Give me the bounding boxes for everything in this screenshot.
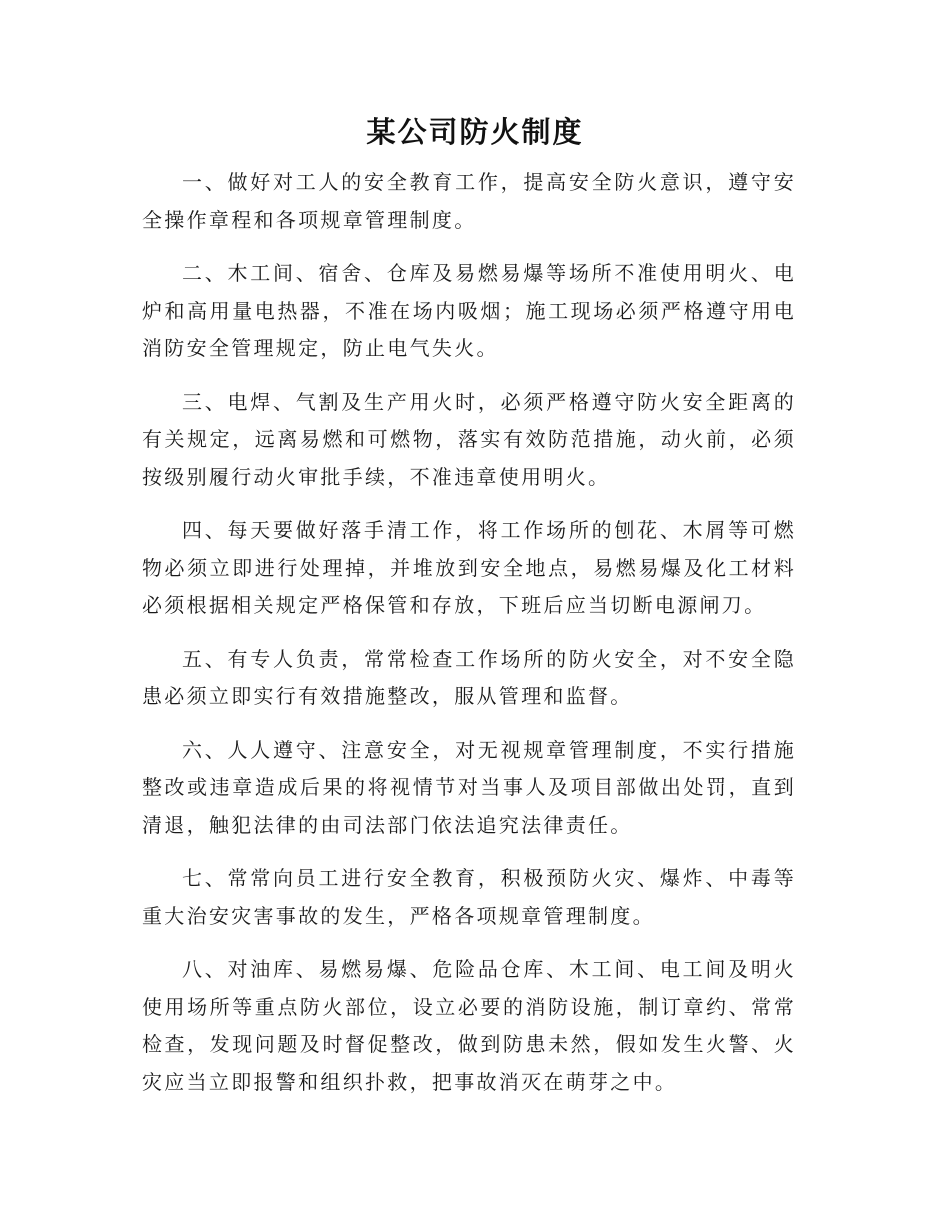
paragraph-2: 二、木工间、宿舍、仓库及易燃易爆等场所不准使用明火、电炉和高用量电热器，不准在场内吸烟；施工现场必须严格遵守用电消防安全管理规定，防止电气失火。 bbox=[142, 261, 796, 360]
paragraph-3: 三、电焊、气割及生产用火时，必须严格遵守防火安全距离的有关规定，远离易燃和可燃物，落实有效防范措施，动火前，必须按级别履行动火审批手续，不准违章使用明火。 bbox=[142, 389, 796, 489]
paragraph-8: 八、对油库、易燃易爆、危险品仓库、木工间、电工间及明火使用场所等重点防火部位，设立必要的消防设施，制订章约、常常检查，发现问题及时督促整改，做到防患未然，假如发生火警、火灾应当立即报警和组织扑救，把事故消灭在萌芽之中。 bbox=[142, 957, 796, 1094]
paragraph-6: 六、人人遵守、注意安全，对无视规章管理制度，不实行措施整改或违章造成后果的将视情节对当事人及项目部做出处罚，直到清退，触犯法律的由司法部门依法追究法律责任。 bbox=[142, 737, 796, 837]
paragraph-4: 四、每天要做好落手清工作，将工作场所的刨花、木屑等可燃物必须立即进行处理掉，并堆放到安全地点，易燃易爆及化工材料必须根据相关规定严格保管和存放，下班后应当切断电源闸刀。 bbox=[142, 518, 796, 617]
document-title: 某公司防火制度 bbox=[366, 115, 584, 149]
paragraph-5: 五、有专人负责，常常检查工作场所的防火安全，对不安全隐患必须立即实行有效措施整改，服从管理和监督。 bbox=[142, 646, 796, 708]
paragraph-7: 七、常常向员工进行安全教育，积极预防火灾、爆炸、中毒等重大治安灾害事故的发生，严格各项规章管理制度。 bbox=[142, 866, 796, 928]
document-body bbox=[142, 164, 796, 1117]
paragraph-1: 一、做好对工人的安全教育工作，提高安全防火意识，遵守安全操作章程和各项规章管理制度。 bbox=[142, 170, 796, 232]
